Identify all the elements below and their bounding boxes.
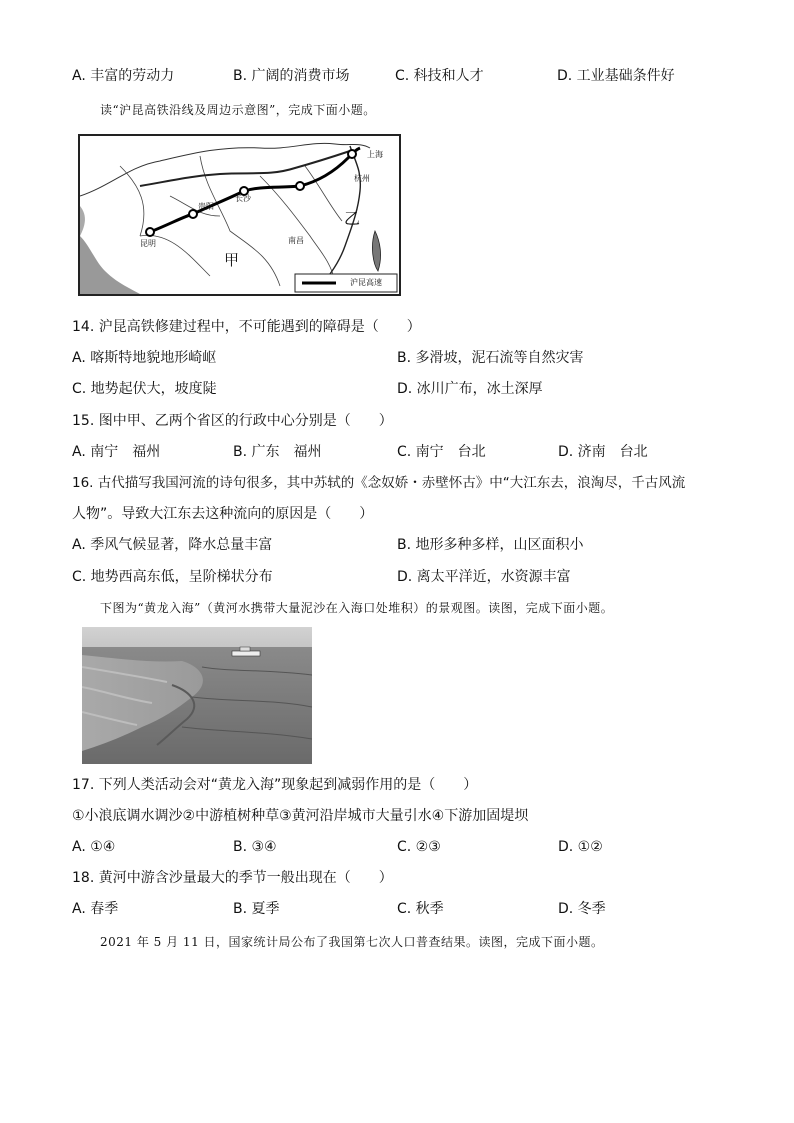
q14-option-b[interactable]: B. 多滑坡，泥石流等自然灾害	[397, 350, 584, 366]
hukun-railway-map	[78, 134, 401, 296]
census-intro-text: 2021 年 5 月 11 日，国家统计局公布了我国第七次人口普查结果。读图，完成下面小题。	[100, 935, 604, 949]
q16-option-b[interactable]: B. 地形多种多样，山区面积小	[397, 537, 584, 553]
q18-stem: 18. 黄河中游含沙量最大的季节一般出现在（ ）	[72, 870, 393, 886]
q17-option-c[interactable]: C. ②③	[397, 839, 441, 855]
map-legend-label: 沪昆高速	[350, 278, 382, 287]
q14-stem: 14. 沪昆高铁修建过程中，不可能遇到的障碍是（ ）	[72, 319, 421, 335]
q14-option-a[interactable]: A. 喀斯特地貌地形崎岖	[72, 350, 217, 366]
yellow-river-estuary-photo	[82, 627, 312, 764]
q13-option-b[interactable]: B. 广阔的消费市场	[233, 68, 350, 84]
q16-option-c[interactable]: C. 地势西高东低，呈阶梯状分布	[72, 569, 273, 585]
city-label-hangzhou: 杭州	[354, 174, 370, 183]
q17-stem: 17. 下列人类活动会对“黄龙入海”现象起到减弱作用的是（ ）	[72, 777, 478, 793]
photo-drawing	[82, 627, 312, 764]
q16-stem-line1: 16. 古代描写我国河流的诗句很多，其中苏轼的《念奴娇・赤壁怀古》中“大江东去，浪淘尽，千古风流	[72, 475, 686, 491]
q17-option-d[interactable]: D. ①②	[558, 839, 603, 855]
q18-option-d[interactable]: D. 冬季	[558, 901, 606, 917]
q17-option-a[interactable]: A. ①④	[72, 839, 116, 855]
q16-option-a[interactable]: A. 季风气候显著，降水总量丰富	[72, 537, 273, 553]
q17-option-b[interactable]: B. ③④	[233, 839, 277, 855]
q13-option-d[interactable]: D. 工业基础条件好	[557, 68, 675, 84]
q14-option-c[interactable]: C. 地势起伏大，坡度陡	[72, 381, 217, 397]
q13-option-c[interactable]: C. 科技和人才	[395, 68, 484, 84]
q15-option-a[interactable]: A. 南宁 福州	[72, 444, 161, 460]
region-label-yi: 乙	[344, 209, 361, 228]
q13-option-a[interactable]: A. 丰富的劳动力	[72, 68, 175, 84]
region-label-jia: 甲	[224, 251, 240, 269]
city-label-changsha: 长沙	[235, 194, 251, 203]
q15-option-d[interactable]: D. 济南 台北	[558, 444, 648, 460]
q18-option-b[interactable]: B. 夏季	[233, 901, 280, 917]
q14-option-d[interactable]: D. 冰川广布，冰土深厚	[397, 381, 543, 397]
q18-option-a[interactable]: A. 春季	[72, 901, 119, 917]
city-label-kunming: 昆明	[140, 239, 156, 248]
q18-option-c[interactable]: C. 秋季	[397, 901, 444, 917]
photo-intro-text: 下图为“黄龙入海”（黄河水携带大量泥沙在入海口处堆积）的景观图。读图，完成下面小题。	[100, 601, 614, 615]
q17-items: ①小浪底调水调沙②中游植树种草③黄河沿岸城市大量引水④下游加固堤坝	[72, 808, 529, 824]
city-label-nanchang: 南昌	[288, 236, 304, 245]
q16-option-d[interactable]: D. 离太平洋近，水资源丰富	[397, 569, 571, 585]
city-label-guiyang: 贵阳	[198, 202, 214, 211]
map-intro-text: 读“沪昆高铁沿线及周边示意图”，完成下面小题。	[100, 103, 376, 117]
q16-stem-line2: 人物”。导致大江东去这种流向的原因是（ ）	[72, 506, 374, 522]
city-label-shanghai: 上海	[367, 150, 383, 159]
q15-stem: 15. 图中甲、乙两个省区的行政中心分别是（ ）	[72, 413, 393, 429]
q15-option-c[interactable]: C. 南宁 台北	[397, 444, 486, 460]
q15-option-b[interactable]: B. 广东 福州	[233, 444, 322, 460]
